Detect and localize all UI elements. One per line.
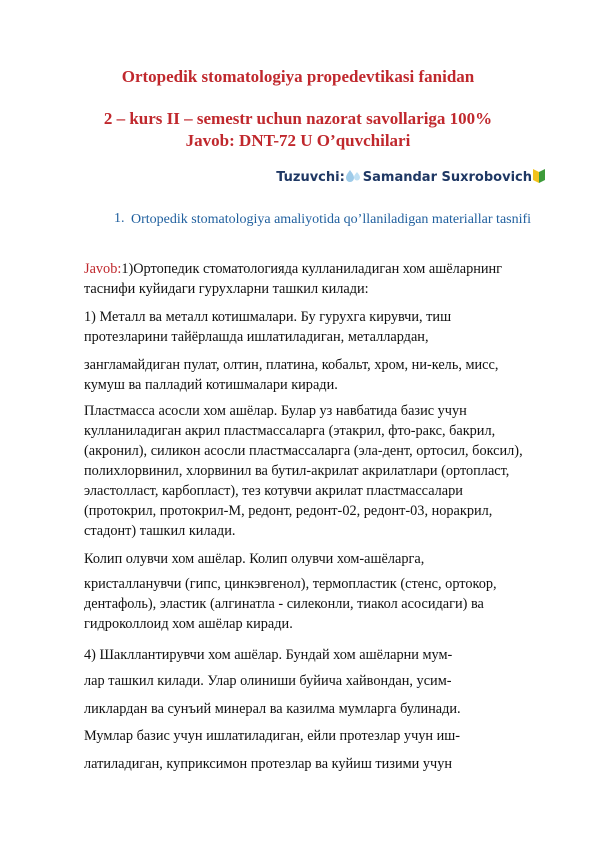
paragraph: латиладиган, куприксимон протезлар ва куйиш тизими учун <box>84 756 453 772</box>
author-line <box>276 168 546 191</box>
paragraph: лар ташкил килади. Улар олиниши буйича хайвондан, усим- <box>84 673 452 689</box>
paragraph: зангламайдиган пулат, олтин, платина, кобальт, хром, ни-кель, мисс, кумуш ва палладий котишмалари киради. <box>84 357 499 393</box>
paragraph: 1) Металл ва металл котишмалари. Бу гурухга кирувчи, тиш протезларини тайёрлашда ишлатиладиган, металлардан, <box>84 309 452 345</box>
paragraph: Колип олувчи хом ашёлар. Колип олувчи хом-ашёларга, <box>84 551 425 567</box>
beginner-shield-icon <box>532 168 546 191</box>
author-label: Tuzuvchi: <box>276 170 345 185</box>
doc-title-line1: Ortopedik stomatologiya propedevtikasi fanidan <box>121 67 475 86</box>
answer-label: Javob: <box>84 261 122 277</box>
paragraph: Мумлар базис учун ишлатиладиган, ейли протезлар учун иш- <box>84 728 461 744</box>
drops-icon <box>345 168 363 191</box>
answer-intro <box>84 259 536 299</box>
paragraph: Пластмасса асосли хом ашёлар. Булар уз навбатида базис учун кулланиладиган акрил пластмассаларга (этакрил, фто-ракс, бакрил, (акронил), силикон асосли пластмассаларга (эла-дент, ортосил, боксил), полихлорвинил, хлорвинил ва бутил-акрилат акрилатлари (ортопласт, эластолласт, карбопласт), тез котувчи акрилат пластмассалари (протокрил, протокрил-М, редонт, редонт-02, редонт-03, норакрил, стадонт) ташкил килади. <box>84 403 523 539</box>
doc-title-line2: 2 – kurs II – semestr uchun nazorat savollariga 100% <box>103 109 493 128</box>
question-text: Ortopedik stomatologiya amaliyotida qo’llaniladigan materiallar tasnifi <box>131 212 532 227</box>
answer-intro-text: 1)Ортопедик стоматологияда кулланиладиган хом ашёларнинг таснифи куйидаги гурухларни ташкил килади: <box>84 261 503 297</box>
paragraph: ликлардан ва сунъий минерал ва казилма мумларга булинади. <box>84 701 461 717</box>
question-number: 1. <box>114 211 125 226</box>
author-name: Samandar Suxrobovich <box>362 170 532 185</box>
paragraph: 4) Шакллантирувчи хом ашёлар. Бундай хом ашёларни мум- <box>84 647 453 663</box>
doc-title-line3: Javob: DNT-72 U O’quvchilari <box>185 131 411 150</box>
paragraph: кристалланувчи (гипс, цинкэвгенол), термопластик (стенс, ортокор, дентафоль), эластик (алгинатла - силеконли, тиакол асосидаги) ва гидроколлоид хом ашёлар киради. <box>84 576 497 632</box>
